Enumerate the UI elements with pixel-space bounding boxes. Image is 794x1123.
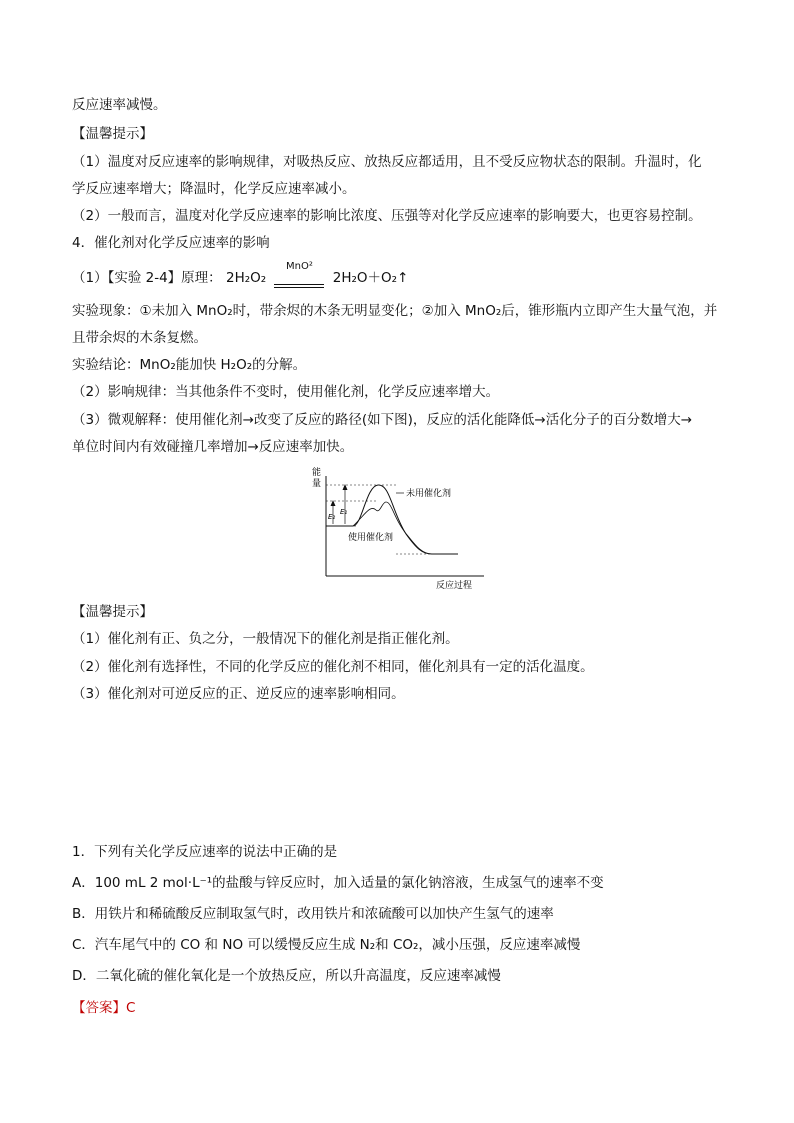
text-line: 单位时间内有效碰撞几率增加→反应速率加快。	[72, 439, 354, 455]
text-line: （1）温度对反应速率的影响规律，对吸热反应、放热反应都适用，且不受反应物状态的限制。升温时，化	[72, 154, 702, 170]
e1-label: E₁	[340, 508, 348, 516]
text-line: （1）催化剂有正、负之分，一般情况下的催化剂是指正催化剂。	[72, 631, 459, 647]
catalyzed-curve	[353, 502, 432, 554]
y-axis-label-2: 量	[312, 479, 322, 489]
text-line: 且带余烬的木条复燃。	[72, 330, 207, 346]
text-line: 反应速率减慢。	[72, 97, 167, 113]
experiment-prefix: （1）【实验 2-4】原理：	[72, 270, 222, 286]
question-stem: 1．下列有关化学反应速率的说法中正确的是	[72, 844, 338, 860]
text-line: 实验结论：MnO₂能加快 H₂O₂的分解。	[72, 357, 307, 373]
text-line: 实验现象：①未加入 MnO₂时，带余烬的木条无明显变化；②加入 MnO₂后，锥形瓶内立即产生大量气泡，并	[72, 303, 718, 319]
answer-value: C	[126, 1000, 136, 1016]
text-line: （2）一般而言，温度对化学反应速率的影响比浓度、压强等对化学反应速率的影响要大，也更容易控制。	[72, 208, 702, 224]
catalyzed-label: 使用催化剂	[348, 533, 394, 543]
text-line: （3）催化剂对可逆反应的正、逆反应的速率影响相同。	[72, 686, 405, 702]
equation-arrow	[270, 261, 328, 288]
text-line: （2）影响规律：当其他条件不变时，使用催化剂，化学反应速率增大。	[72, 384, 500, 400]
text-line: （2）催化剂有选择性，不同的化学反应的催化剂不相同，催化剂具有一定的活化温度。	[72, 659, 594, 675]
tip-heading: 【温馨提示】	[72, 604, 153, 620]
option-d: D．二氧化硫的催化氧化是一个放热反应，所以升高温度，反应速率减慢	[72, 968, 501, 984]
option-c: C．汽车尾气中的 CO 和 NO 可以缓慢反应生成 N₂和 CO₂，减小压强，反应速率减慢	[72, 937, 581, 953]
equation-lhs: 2H₂O₂	[225, 270, 267, 286]
uncatalyzed-label: 未用催化剂	[406, 489, 452, 499]
option-a: A．100 mL 2 mol·L⁻¹的盐酸与锌反应时，加入适量的氯化钠溶液，生成氢气的速率不变	[72, 875, 604, 891]
x-axis-label: 反应过程	[436, 581, 473, 591]
energy-diagram	[298, 464, 488, 594]
catalyst-label: MnO²	[286, 261, 313, 272]
option-b: B．用铁片和稀硫酸反应制取氢气时，改用铁片和浓硫酸可以加快产生氢气的速率	[72, 906, 554, 922]
e2-label: E₂	[328, 513, 336, 521]
answer	[72, 998, 732, 1018]
tip-heading: 【温馨提示】	[72, 126, 153, 142]
equation-rhs: 2H₂O＋O₂↑	[332, 270, 409, 286]
y-axis-label-1: 能	[312, 468, 322, 478]
experiment-principle	[72, 261, 732, 288]
answer-label: 【答案】	[72, 1000, 126, 1016]
section-heading: 4．催化剂对化学反应速率的影响	[72, 235, 270, 251]
text-line: 学反应速率增大；降温时，化学反应速率减小。	[72, 181, 356, 197]
text-line: （3）微观解释：使用催化剂→改变了反应的路径(如下图)，反应的活化能降低→活化分子的百分数增大→	[72, 412, 693, 428]
